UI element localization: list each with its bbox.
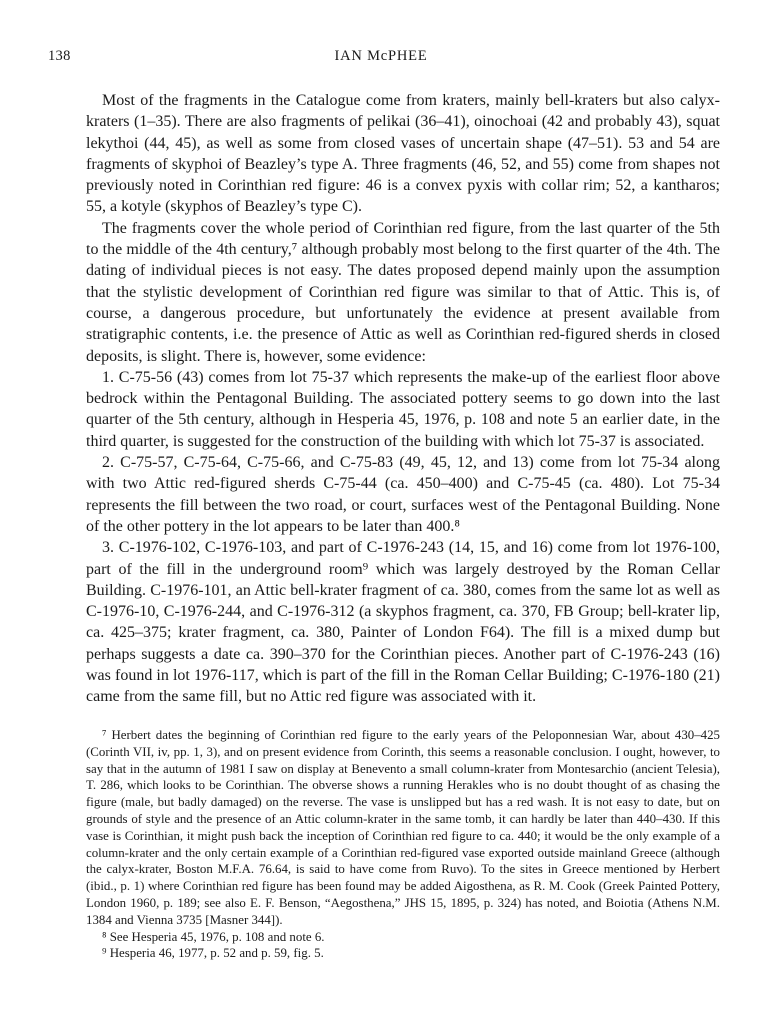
footnotes xyxy=(86,727,720,962)
footnote-7: ⁷ Herbert dates the beginning of Corinthian red figure to the early years of the Peloponnesian War, about 430–425 (Corinth VII, iv, pp. 1, 3), and on present evidence from Corinth, this seems a reasonable conclusion. I ought, however, to say that in the autumn of 1981 I saw on display at Benevento a small column-krater from Montesarchio (ancient Telesia), T. 286, which looks to be Corinthian. The obverse shows a running Herakles who is no doubt thought of as chasing the figure (male, but badly damaged) on the reverse. The vase is unslipped but has a red wash. It is not easy to date, but on grounds of style and the presence of an Attic column-krater in the same tomb, it can hardly be later than 440–430. If this vase is Corinthian, it might push back the inception of Corinthian red figure to ca. 440; it would be the only example of a column-krater and the only certain example of a Corinthian red-figured vase exported outside mainland Greece (although the calyx-krater, Boston M.F.A. 76.64, is said to have come from Ruvo). To the sites in Greece mentioned by Herbert (ibid., p. 1) where Corinthian red figure has been found may be added Aigosthena, as R. M. Cook (Greek Painted Pottery, London 1960, p. 189; see also E. F. Benson, “Aegosthena,” JHS 15, 1895, p. 324) has noted, and Boiotia (Athens N.M. 1384 and Vienna 3735 [Masner 344]). xyxy=(86,728,720,927)
running-head: IAN McPHEE xyxy=(334,48,428,64)
paragraph-evidence-3: 3. C-1976-102, C-1976-103, and part of C-1976-243 (14, 15, and 16) come from lot 1976-100, part of the fill in the underground room⁹ which was largely destroyed by the Roman Cellar Building. C-1976-101, an Attic bell-krater fragment of ca. 380, comes from the same lot as well as C-1976-10, C-1976-244, and C-1976-312 (a skyphos fragment, ca. 370, FB Group; bell-krater lip, ca. 425–375; krater fragment, ca. 380, Painter of London F64). The fill is a mixed dump but perhaps suggests a date ca. 390–370 for the Corinthian pieces. Another part of C-1976-243 (16) was found in lot 1976-117, which is part of the fill in the Roman Cellar Building; C-1976-180 (21) came from the same fill, but no Attic red figure was associated with it. xyxy=(86,539,720,706)
main-text xyxy=(86,90,720,708)
paragraph-dating: The fragments cover the whole period of Corinthian red figure, from the last quarter of the 5th to the middle of the 4th century,⁷ although probably most belong to the first quarter of the 4th. The dating of individual pieces is not easy. The dates proposed depend mainly upon the assumption that the stylistic development of Corinthian red figure was similar to that of Attic. This is, of course, a dangerous procedure, but unfortunately the evidence at present available from stratigraphic contents, i.e. the presence of Attic as well as Corinthian red-figured sherds in closed deposits, is slight. There is, however, some evidence: xyxy=(86,219,720,365)
paragraph-fragment-shapes: Most of the fragments in the Catalogue come from kraters, mainly bell-kraters but also calyx-kraters (1–35). There are also fragments of pelikai (36–41), oinochoai (42 and probably 43), squat lekythoi (44, 45), as well as some from closed vases of uncertain shape (47–51). 53 and 54 are fragments of skyphoi of Beazley’s type A. Three fragments (46, 52, and 55) come from shapes not previously noted in Corinthian red figure: 46 is a convex pyxis with collar rim; 52, a kantharos; 55, a kotyle (skyphos of Beazley’s type C). xyxy=(86,92,720,216)
footnote-8: ⁸ See Hesperia 45, 1976, p. 108 and note 6. xyxy=(102,929,325,944)
page-number: 138 xyxy=(48,48,71,64)
footnote-9: ⁹ Hesperia 46, 1977, p. 52 and p. 59, fig. 5. xyxy=(102,946,324,961)
paragraph-evidence-2: 2. C-75-57, C-75-64, C-75-66, and C-75-83 (49, 45, 12, and 13) come from lot 75-34 along with two Attic red-figured sherds C-75-44 (ca. 450–400) and C-75-45 (ca. 480). Lot 75-34 represents the fill between the two road, or court, surfaces west of the Pentagonal Building. None of the other pottery in the lot appears to be later than 400.⁸ xyxy=(86,454,720,535)
page-header xyxy=(48,48,714,72)
paragraph-evidence-1: 1. C-75-56 (43) comes from lot 75-37 which represents the make-up of the earliest floor above bedrock within the Pentagonal Building. The associated pottery seems to go down into the last quarter of the 5th century, although in Hesperia 45, 1976, p. 108 and note 5 an earlier date, in the third quarter, is suggested for the construction of the building with which lot 75-37 is associated. xyxy=(86,368,720,450)
